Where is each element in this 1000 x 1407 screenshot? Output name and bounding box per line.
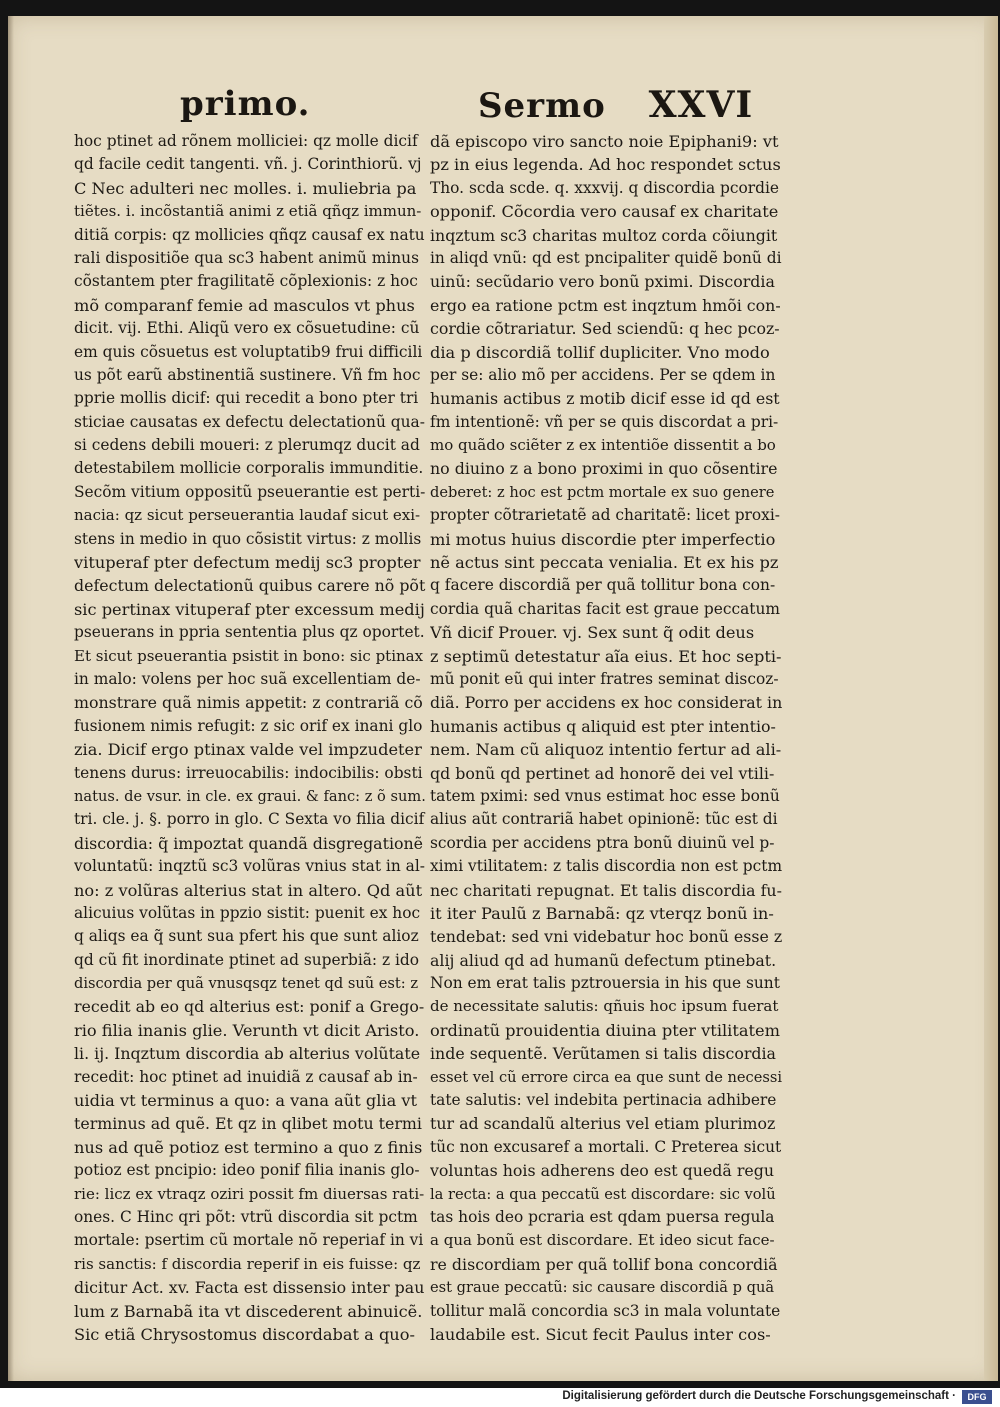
text-line: recedit ab eo qd alterius est: ponif a Grego- bbox=[74, 997, 425, 1017]
text-line: tiẽtes. i. incõstantiã animi z etiã qñqz immun- bbox=[74, 202, 422, 221]
text-line: us põt earũ abstinentiã sustinere. Vñ fm hoc bbox=[74, 365, 421, 384]
text-line: laudabile est. Sicut fecit Paulus inter cos- bbox=[430, 1324, 771, 1344]
text-line: humanis actibus q aliquid est pter intentio- bbox=[430, 716, 776, 736]
text-line: opponif. Cõcordia vero causaf ex charitate bbox=[430, 202, 779, 222]
text-line: nus ad quẽ potioz est termino a quo z finis bbox=[74, 1137, 423, 1157]
text-line: mi motus huius discordie pter imperfectio bbox=[430, 529, 776, 549]
text-line: hoc ptinet ad rõnem molliciei: qz molle dicif bbox=[74, 132, 418, 150]
text-line: tas hois deo pcraria est qdam puersa regula bbox=[430, 1207, 775, 1226]
text-line: tollitur malã concordia sc3 in mala voluntate bbox=[430, 1301, 781, 1320]
text-line: ximi vtilitatem: z talis discordia non est pctm bbox=[430, 857, 782, 876]
text-line: mortale: psertim cũ mortale nõ reperiaf in vi bbox=[74, 1231, 424, 1250]
text-line: natus. de vsur. in cle. ex graui. & fanc: z õ sum. bbox=[74, 787, 426, 805]
text-line: detestabilem mollicie corporalis immunditie. bbox=[74, 459, 424, 478]
text-line: Non em erat talis pztrouersia in his que sunt bbox=[430, 974, 780, 993]
folio-number: XXVI bbox=[648, 84, 754, 126]
text-line: esset vel cũ errore circa ea que sunt de necessi bbox=[430, 1068, 782, 1086]
text-line: vituperaf pter defectum medij sc3 propter bbox=[74, 553, 421, 573]
text-line: tenens durus: irreuocabilis: indocibilis: obsti bbox=[74, 763, 423, 782]
text-line: mũ ponit eũ qui inter fratres seminat discoz- bbox=[430, 669, 779, 688]
text-line: dicit. vij. Ethi. Aliqũ vero ex cõsuetudine: cũ bbox=[74, 319, 420, 338]
text-line: nem. Nam cũ aliquoz intentio fertur ad ali- bbox=[430, 740, 782, 760]
text-line: ergo ea ratione pctm est inqztum hmõi con- bbox=[430, 295, 781, 315]
text-line: voluntas hois adherens deo est quedã regu bbox=[430, 1161, 775, 1181]
text-line: nacia: qz sicut perseuerantia laudaf sicut exi- bbox=[74, 506, 421, 525]
digitization-footer bbox=[0, 1388, 1000, 1407]
text-line: rie: licz ex vtraqz oziri possit fm diuersas rati- bbox=[74, 1184, 425, 1203]
text-line: la recta: a qua peccatũ est discordare: sic volũ bbox=[430, 1185, 776, 1203]
text-line: recedit: hoc ptinet ad inuidiã z causaf ab in- bbox=[74, 1067, 418, 1086]
text-line: deberet: z hoc est pctm mortale ex suo genere bbox=[430, 483, 775, 501]
text-line: ris sanctis: f discordia reperif in eis fuisse: qz bbox=[74, 1254, 421, 1273]
text-line: it iter Paulũ z Barnabã: qz vterqz bonũ in- bbox=[430, 903, 774, 923]
left-text-column bbox=[74, 130, 426, 1346]
text-line: voluntatũ: inqztũ sc3 volũras vnius stat in al- bbox=[74, 857, 425, 876]
text-line: Vñ dicif Prouer. vj. Sex sunt q̃ odit deus bbox=[430, 623, 755, 643]
text-line: Secõm vitium oppositũ pseuerantie est perti- bbox=[74, 482, 426, 501]
text-line: terminus ad quẽ. Et qz in qlibet motu termi bbox=[74, 1114, 422, 1134]
text-line: tũc non excusaref a mortali. C Preterea sicut bbox=[430, 1137, 782, 1156]
right-text-column bbox=[430, 130, 782, 1346]
text-line: humanis actibus z motib dicif esse id qd est bbox=[430, 389, 780, 409]
running-head-right bbox=[478, 84, 753, 126]
text-line: z septimũ detestatur aĩa eius. Et hoc septi- bbox=[430, 646, 782, 666]
text-line: ones. C Hinc qri põt: vtrũ discordia sit pctm bbox=[74, 1207, 418, 1226]
text-line: a qua bonũ est discordare. Et ideo sicut face- bbox=[430, 1231, 775, 1250]
text-line: tri. cle. j. §. porro in glo. C Sexta vo filia dicif bbox=[74, 810, 425, 829]
text-line: nẽ actus sint peccata venialia. Et ex his pz bbox=[430, 553, 779, 573]
text-line: uinũ: secũdario vero bonũ pximi. Discordia bbox=[430, 272, 775, 292]
text-line: mo quãdo sciẽter z ex intentiõe dissentit a bo bbox=[430, 436, 776, 455]
text-line: tatem pximi: sed vnus estimat hoc esse bonũ bbox=[430, 786, 780, 805]
text-line: Et sicut pseuerantia psistit in bono: sic ptinax bbox=[74, 646, 424, 665]
text-line: Sic etiã Chrysostomus discordabat a quo- bbox=[74, 1324, 415, 1344]
text-line: qd cũ fit inordinate ptinet ad superbiã: z ido bbox=[74, 950, 420, 969]
text-line: monstrare quã nimis appetit: z contrariã cõ bbox=[74, 693, 423, 713]
text-line: pseuerans in ppria sententia plus qz oportet. bbox=[74, 623, 425, 642]
text-line: cordia quã charitas facit est graue peccatum bbox=[430, 599, 780, 618]
text-line: cordie cõtrariatur. Sed sciendũ: q hec pcoz- bbox=[430, 319, 780, 339]
text-line: sic pertinax vituperaf pter excessum medij bbox=[74, 599, 425, 619]
text-line: Tho. scda scde. q. xxxvij. q discordia pcordie bbox=[430, 178, 779, 197]
text-line: ditiã corpis: qz mollicies qñqz causaf ex natu bbox=[74, 225, 425, 244]
text-line: lum z Barnabã ita vt discederent abinuicẽ. bbox=[74, 1301, 423, 1321]
text-line: potioz est pncipio: ideo ponif filia inanis glo- bbox=[74, 1161, 420, 1180]
text-line: in malo: volens per hoc suã excellentiam de- bbox=[74, 669, 421, 688]
text-line: rio filia inanis glie. Verunth vt dicit Aristo. bbox=[74, 1020, 420, 1040]
running-head-left: primo. bbox=[180, 84, 311, 124]
text-line: inde sequentẽ. Verũtamen si talis discordia bbox=[430, 1044, 776, 1064]
text-line: C Nec adulteri nec molles. i. muliebria pa bbox=[74, 178, 417, 198]
text-line: defectum delectationũ quibus carere nõ põt bbox=[74, 576, 426, 596]
text-line: cõstantem pter fragilitatẽ cõplexionis: z hoc bbox=[74, 272, 418, 291]
text-line: qd bonũ qd pertinet ad honorẽ dei vel vtili- bbox=[430, 763, 775, 783]
text-line: est graue peccatũ: sic causare discordiã p quã bbox=[430, 1279, 775, 1297]
text-line: re discordiam per quã tollif bona concordiã bbox=[430, 1254, 778, 1274]
text-line: fusionem nimis refugit: z sic orif ex inani glo bbox=[74, 716, 423, 735]
text-line: rali dispositiõe qua sc3 habent animũ minus bbox=[74, 248, 419, 267]
text-line: tur ad scandalũ alterius vel etiam plurimoz bbox=[430, 1114, 776, 1134]
text-line: q facere discordiã per quã tollitur bona con- bbox=[430, 576, 776, 595]
text-line: si cedens debili moueri: z plerumqz ducit ad bbox=[74, 436, 420, 455]
text-line: de necessitate salutis: qñuis hoc ipsum fuerat bbox=[430, 997, 779, 1016]
text-line: sticiae causatas ex defectu delectationũ qua- bbox=[74, 412, 425, 431]
running-head-title: Sermo bbox=[478, 86, 606, 126]
text-line: dã episcopo viro sancto noie Epiphani9: vt bbox=[430, 132, 779, 151]
text-line: alij aliud qd ad humanũ defectum ptinebat. bbox=[430, 950, 777, 970]
dfg-logo-icon: DFG bbox=[962, 1390, 992, 1404]
text-line: inqztum sc3 charitas multoz corda cõiungit bbox=[430, 225, 778, 245]
page-edge bbox=[984, 16, 998, 1381]
text-line: tendebat: sed vni videbatur hoc bonũ esse z bbox=[430, 927, 782, 947]
text-line: propter cõtrarietatẽ ad charitatẽ: licet proxi- bbox=[430, 506, 780, 525]
text-line: pprie mollis dicif: qui recedit a bono pter tri bbox=[74, 389, 419, 408]
text-line: pz in eius legenda. Ad hoc respondet sctus bbox=[430, 155, 781, 175]
text-line: zia. Dicif ergo ptinax valde vel impzudeter bbox=[74, 740, 422, 760]
text-line: stens in medio in quo cõsistit virtus: z mollis bbox=[74, 529, 422, 548]
text-line: dia p discordiã tollif dupliciter. Vno modo bbox=[430, 342, 770, 362]
text-line: per se: alio mõ per accidens. Per se qdem in bbox=[430, 365, 776, 384]
text-line: fm intentionẽ: vñ per se quis discordat a pri- bbox=[430, 412, 779, 431]
text-line: alius aũt contrariã habet opinionẽ: tũc est di bbox=[430, 810, 778, 829]
text-line: uidia vt terminus a quo: a vana aũt glia vt bbox=[74, 1091, 418, 1111]
text-line: q aliqs ea q̃ sunt sua pfert his que sunt alioz bbox=[74, 927, 419, 946]
text-line: qd facile cedit tangenti. vñ. j. Corinthiorũ. vj bbox=[74, 155, 422, 174]
text-line: tate salutis: vel indebita pertinacia adhibere bbox=[430, 1091, 777, 1110]
text-line: diã. Porro per accidens ex hoc considerat in bbox=[430, 693, 782, 713]
text-line: dicitur Act. xv. Facta est dissensio inter pau bbox=[74, 1278, 425, 1298]
funding-credit: Digitalisierung gefördert durch die Deutsche Forschungsgemeinschaft · bbox=[562, 1390, 956, 1402]
text-line: alicuius volũtas in ppzio sistit: puenit ex hoc bbox=[74, 903, 421, 922]
text-line: scordia per accidens ptra bonũ diuinũ vel p- bbox=[430, 833, 775, 852]
gutter-shadow bbox=[8, 16, 14, 1381]
text-line: discordia: q̃ impoztat quandã disgregationẽ bbox=[74, 833, 424, 853]
text-line: no: z volũras alterius stat in altero. Qd aũt bbox=[74, 880, 423, 900]
text-line: nec charitati repugnat. Et talis discordia fu- bbox=[430, 880, 782, 900]
text-line: li. ij. Inqztum discordia ab alterius volũtate bbox=[74, 1044, 421, 1064]
text-line: discordia per quã vnusqsqz tenet qd suũ est: z bbox=[74, 975, 419, 993]
text-line: em quis cõsuetus est voluptatib9 frui difficili bbox=[74, 342, 423, 361]
text-line: no diuino z a bono proximi in quo cõsentire bbox=[430, 459, 778, 479]
text-line: mõ comparanf femie ad masculos vt phus bbox=[74, 295, 415, 315]
text-line: in aliqd vnũ: qd est pncipaliter quidẽ bonũ di bbox=[430, 248, 782, 267]
text-line: ordinatũ prouidentia diuina pter vtilitatem bbox=[430, 1020, 780, 1040]
